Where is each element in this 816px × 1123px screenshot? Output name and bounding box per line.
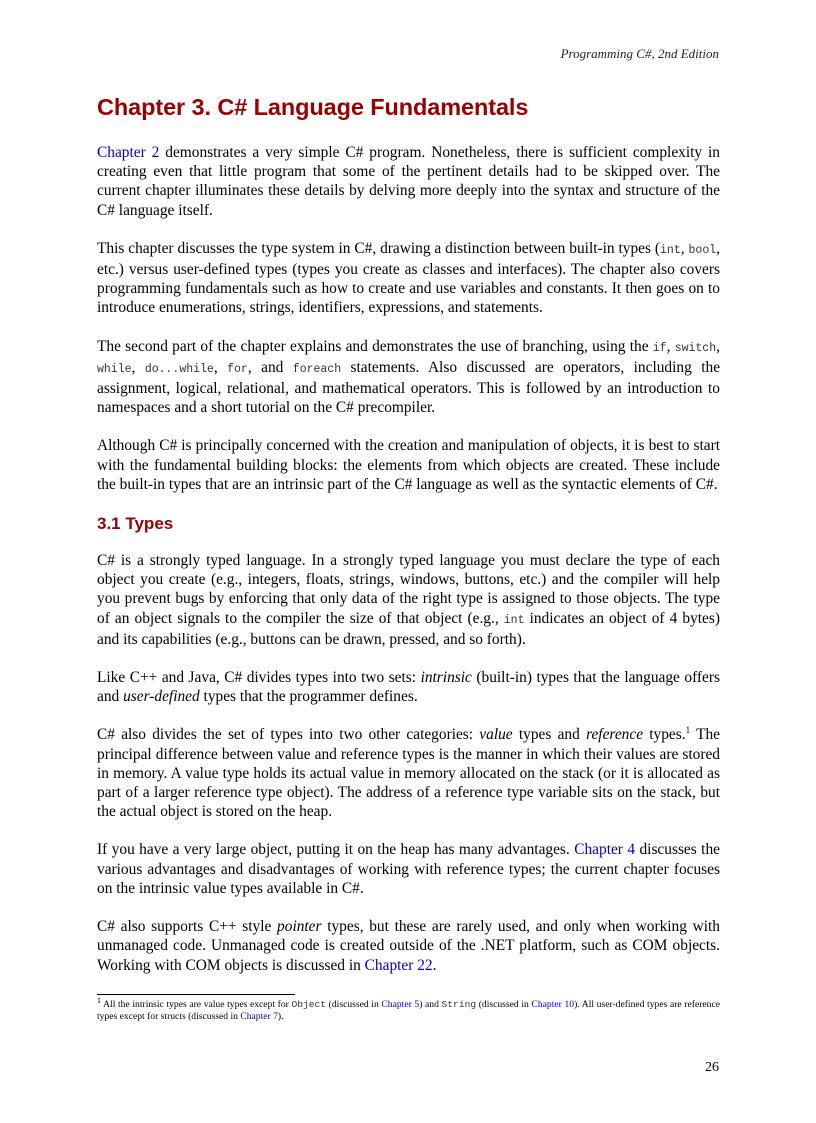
chapter-7-link[interactable]: Chapter 7 [240, 1011, 278, 1023]
chapter-5-link[interactable]: Chapter 5 [381, 998, 420, 1010]
section-title: 3.1 Types [97, 514, 174, 534]
types-paragraph-2: Like C++ and Java, C# divides types into two sets: intrinsic (built-in) types that the language offers and user-defined types that the programmer defines. [97, 669, 720, 706]
term-pointer: pointer [277, 918, 322, 936]
types-paragraph-3: C# also divides the set of types into two other categories: value types and reference types.$^1$ The principal difference between value and reference types is the manner in which their values are stored in memory. A value type holds its actual value in memory allocated on the stack (or it is allocated as part of a larger reference type object). The address of a reference type variable sits on the stack, but the actual object is stored on the heap. [97, 725, 720, 821]
term-user-defined: user-defined [123, 688, 200, 706]
term-value: value [479, 726, 513, 744]
intro-paragraph-3: The second part of the chapter explains and demonstrates the use of branching, using the if, switch, while, do...while, for, and foreach statements. Also discussed are operators, including the assignment, logical, relational, and mathematical operators. This is followed by an introduction to namespaces and a short tutorial on the C# precompiler. [97, 337, 721, 417]
running-header: Programming C#, 2nd Edition [560, 46, 719, 61]
code-if: if [652, 341, 667, 355]
intro-paragraph-2: This chapter discusses the type system in C#, drawing a distinction between built-in types (int, bool, etc.) versus user-defined types (types you create as classes and interfaces). The chapter also covers programming fundamentals such as how to create and use variables and constants. It then goes on to introduce enumerations, strings, identifiers, expressions, and statements. [97, 239, 720, 317]
chapter-title: Chapter 3. C# Language Fundamentals [97, 94, 529, 120]
chapter-4-link[interactable]: Chapter 4 [574, 841, 636, 859]
intro-paragraph-4: Although C# is principally concerned with the creation and manipulation of objects, it is best to start with the fundamental building blocks: the elements from which objects are created. These include the built-in types that are an intrinsic part of the C# language as well as the syntactic elements of C#. [97, 437, 720, 493]
code-object: Object [291, 998, 327, 1010]
code-switch: switch [674, 341, 717, 355]
types-paragraph-4: If you have a very large object, putting it on the heap has many advantages. Chapter 4 discusses the various advantages and disadvantages of working with reference types; the current chapter focuses on the intrinsic value types available in C#. [97, 841, 720, 897]
code-string: String [441, 998, 477, 1010]
footnote-number: 1 [97, 995, 101, 1005]
chapter-2-link[interactable]: Chapter 2 [97, 144, 160, 161]
types-paragraph-1: C# is a strongly typed language. In a strongly typed language you must declare the type of each object you create (e.g., integers, floats, strings, windows, buttons, etc.) and the compiler will help you prevent bugs by enforcing that only data of the right type is assigned to those objects. The type of an object signals to the compiler the size of that object (e.g., int indicates an object of 4 bytes) and its capabilities (e.g., buttons can be drawn, pressed, and so forth). [97, 552, 720, 648]
types-paragraph-5: C# also supports C++ style pointer types, but these are rarely used, and only when working with unmanaged code. Unmanaged code is created outside of the .NET platform, such as COM objects. Working with COM objects is discussed in Chapter 22. [97, 918, 720, 974]
page-number: 26 [705, 1060, 719, 1075]
code-while: while [97, 362, 132, 376]
chapter-10-link[interactable]: Chapter 10 [531, 998, 575, 1010]
footnote-marker[interactable]: 1 [685, 725, 691, 736]
code-int: int [660, 243, 681, 257]
code-for: for [227, 362, 248, 376]
code-bool: bool [688, 243, 717, 257]
footnote-divider [97, 994, 295, 995]
term-intrinsic: intrinsic [420, 669, 472, 687]
footnote: $^1$ All the intrinsic types are value types except for Object (discussed in Chapter 5) and String (discussed in Chapter 10). All user-defined types are reference types except for structs (discussed in Chapter 7). [97, 995, 720, 1023]
page-content [97, 92, 720, 1024]
term-reference: reference [586, 726, 644, 744]
code-foreach: foreach [292, 362, 342, 376]
intro-paragraph-1: Chapter 2 demonstrates a very simple C# program. Nonetheless, there is sufficient complexity in creating even that little program that some of the pertinent details had to be skipped over. The current chapter illuminates these details by delving more deeply into the syntax and structure of the C# language itself. [97, 144, 720, 219]
chapter-22-link[interactable]: Chapter 22 [364, 956, 433, 974]
code-int: int [503, 613, 525, 627]
code-do-while: do...while [144, 362, 214, 376]
